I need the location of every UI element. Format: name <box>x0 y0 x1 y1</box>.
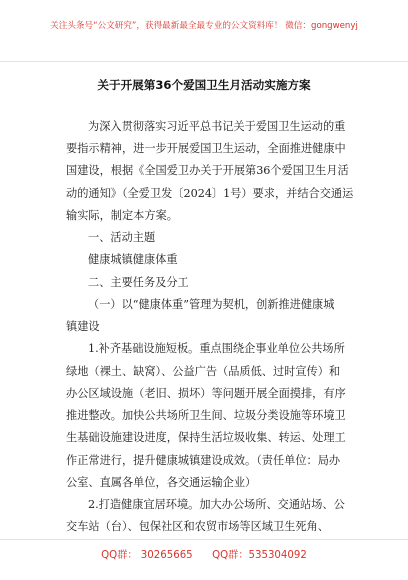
subsection-heading: 镇建设 <box>66 320 100 333</box>
paragraph-line: 国建设，根据《全国爱卫办关于开展第36个爱国卫生月活 <box>66 164 349 177</box>
footer-qq-groups: QQ群： 30265665 QQ群：535304092 <box>101 550 307 561</box>
paragraph-line: 2.打造健康宜居环境。加大办公场所、交通站场、公 <box>88 498 345 511</box>
bottom-footer <box>0 539 408 580</box>
paragraph-line: 交车站（台）、包保社区和农贸市场等区域卫生死角、 <box>66 520 329 533</box>
paragraph-line: 办公区域设施（老旧、损坏）等问题开展全面摸排，有序 <box>66 387 346 400</box>
top-banner <box>0 0 408 62</box>
paragraph-line: 作正常进行，提升健康城镇建设成效。（责任单位：局办 <box>66 454 341 467</box>
paragraph-line: 1.补齐基础设施短板。重点围绕企事业单位公共场所 <box>88 342 345 355</box>
section-heading: 一、活动主题 <box>88 231 156 244</box>
paragraph-line: 输实际，制定本方案。 <box>66 209 178 222</box>
paragraph-line: 推进整改。加快公共场所卫生间、垃圾分类设施等环境卫 <box>66 409 346 422</box>
paragraph-line: 绿地（裸土、缺窝）、公益广告（品质低、过时宣传）和 <box>66 365 341 378</box>
paragraph-line: 为深入贯彻落实习近平总书记关于爱国卫生运动的重 <box>88 120 346 133</box>
paragraph-line: 生基础设施建设进度，保持生活垃圾收集、转运、处理工 <box>66 431 346 444</box>
paragraph-line: 要指示精神，进一步开展爱国卫生运动，全面推进健康中 <box>66 142 346 155</box>
paragraph-line: 动的通知》（全爱卫发〔2024〕1号）要求，并结合交通运 <box>66 187 354 200</box>
subsection-heading: （一）以“健康体重”管理为契机，创新推进健康城 <box>88 298 335 311</box>
section-heading: 二、主要任务及分工 <box>88 276 189 289</box>
banner-text: 关注头条号“公文研究”，获得最新最全最专业的公文资料库！ 微信：gongwenyj <box>50 21 358 31</box>
document-title: 关于开展第36个爱国卫生月活动实施方案 <box>97 78 311 92</box>
paragraph-line: 公室、直属各单位，各交通运输企业） <box>66 476 257 489</box>
theme-text: 健康城镇健康体重 <box>88 253 178 266</box>
